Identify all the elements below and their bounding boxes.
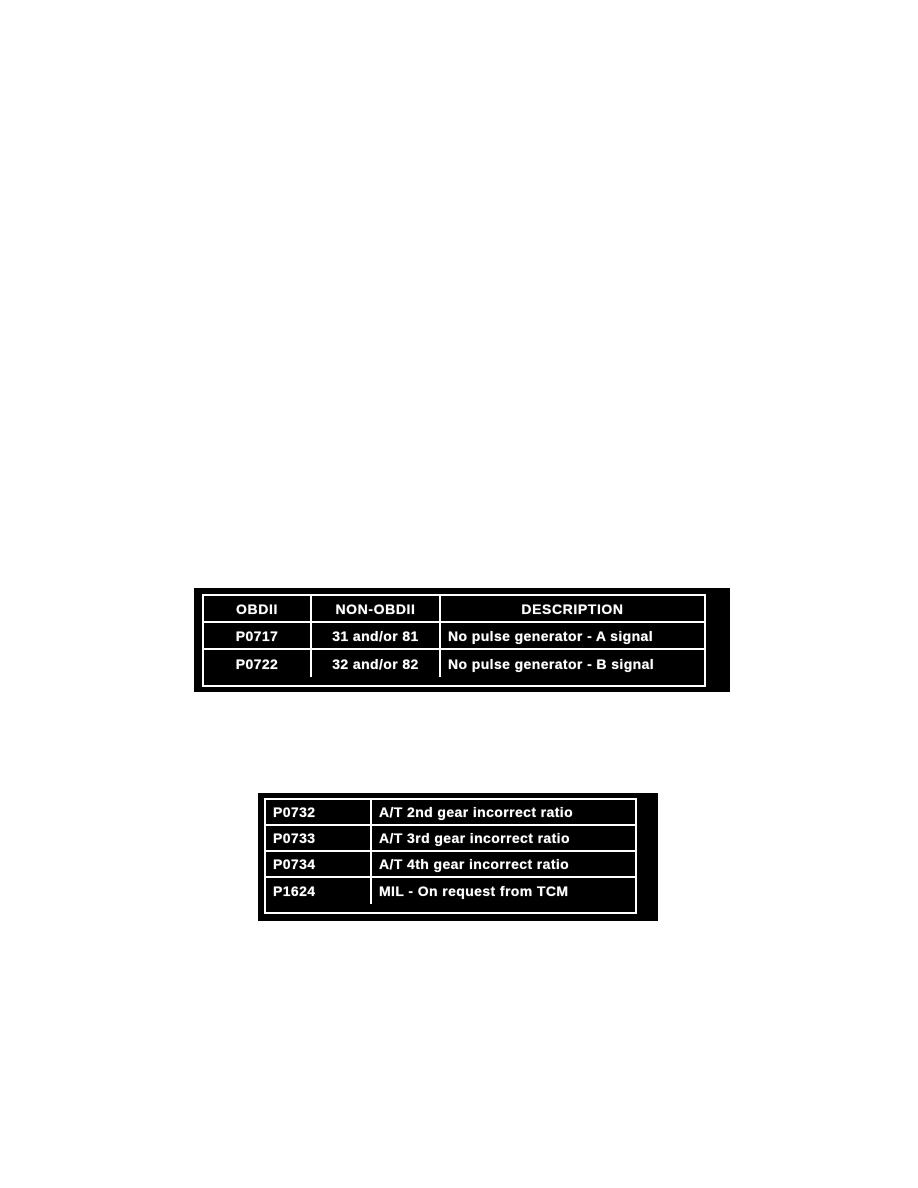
table-cell-description: No pulse generator - B signal [448,655,655,672]
table-cell-code: P0732 [266,800,372,826]
dtc-code-table-block [194,588,730,692]
column-header-non-obdii: NON-OBDII [312,596,441,623]
table-cell-obdii-code: P0717 [204,623,312,650]
table-cell-description: No pulse generator - A signal [441,623,704,650]
dtc-code-table [202,594,706,687]
table-cell-obdii-code: P0722 [204,650,312,677]
table-cell-description: A/T 4th gear incorrect ratio [372,852,635,878]
table-cell-code: P0734 [266,852,372,878]
table-cell-description: MIL - On request from TCM [379,883,569,899]
gear-ratio-table-block [258,793,658,921]
table-cell-description: A/T 3rd gear incorrect ratio [372,826,635,852]
table-cell-code: P0733 [266,826,372,852]
table-cell-non-obdii-code: 31 and/or 81 [312,623,441,650]
column-header-obdii: OBDII [204,596,312,623]
table-cell-description: A/T 2nd gear incorrect ratio [372,800,635,826]
gear-ratio-table [264,798,637,914]
table-cell-non-obdii-code: 32 and/or 82 [312,650,441,677]
column-header-description: DESCRIPTION [441,596,704,623]
table-cell-code: P1624 [266,878,372,904]
